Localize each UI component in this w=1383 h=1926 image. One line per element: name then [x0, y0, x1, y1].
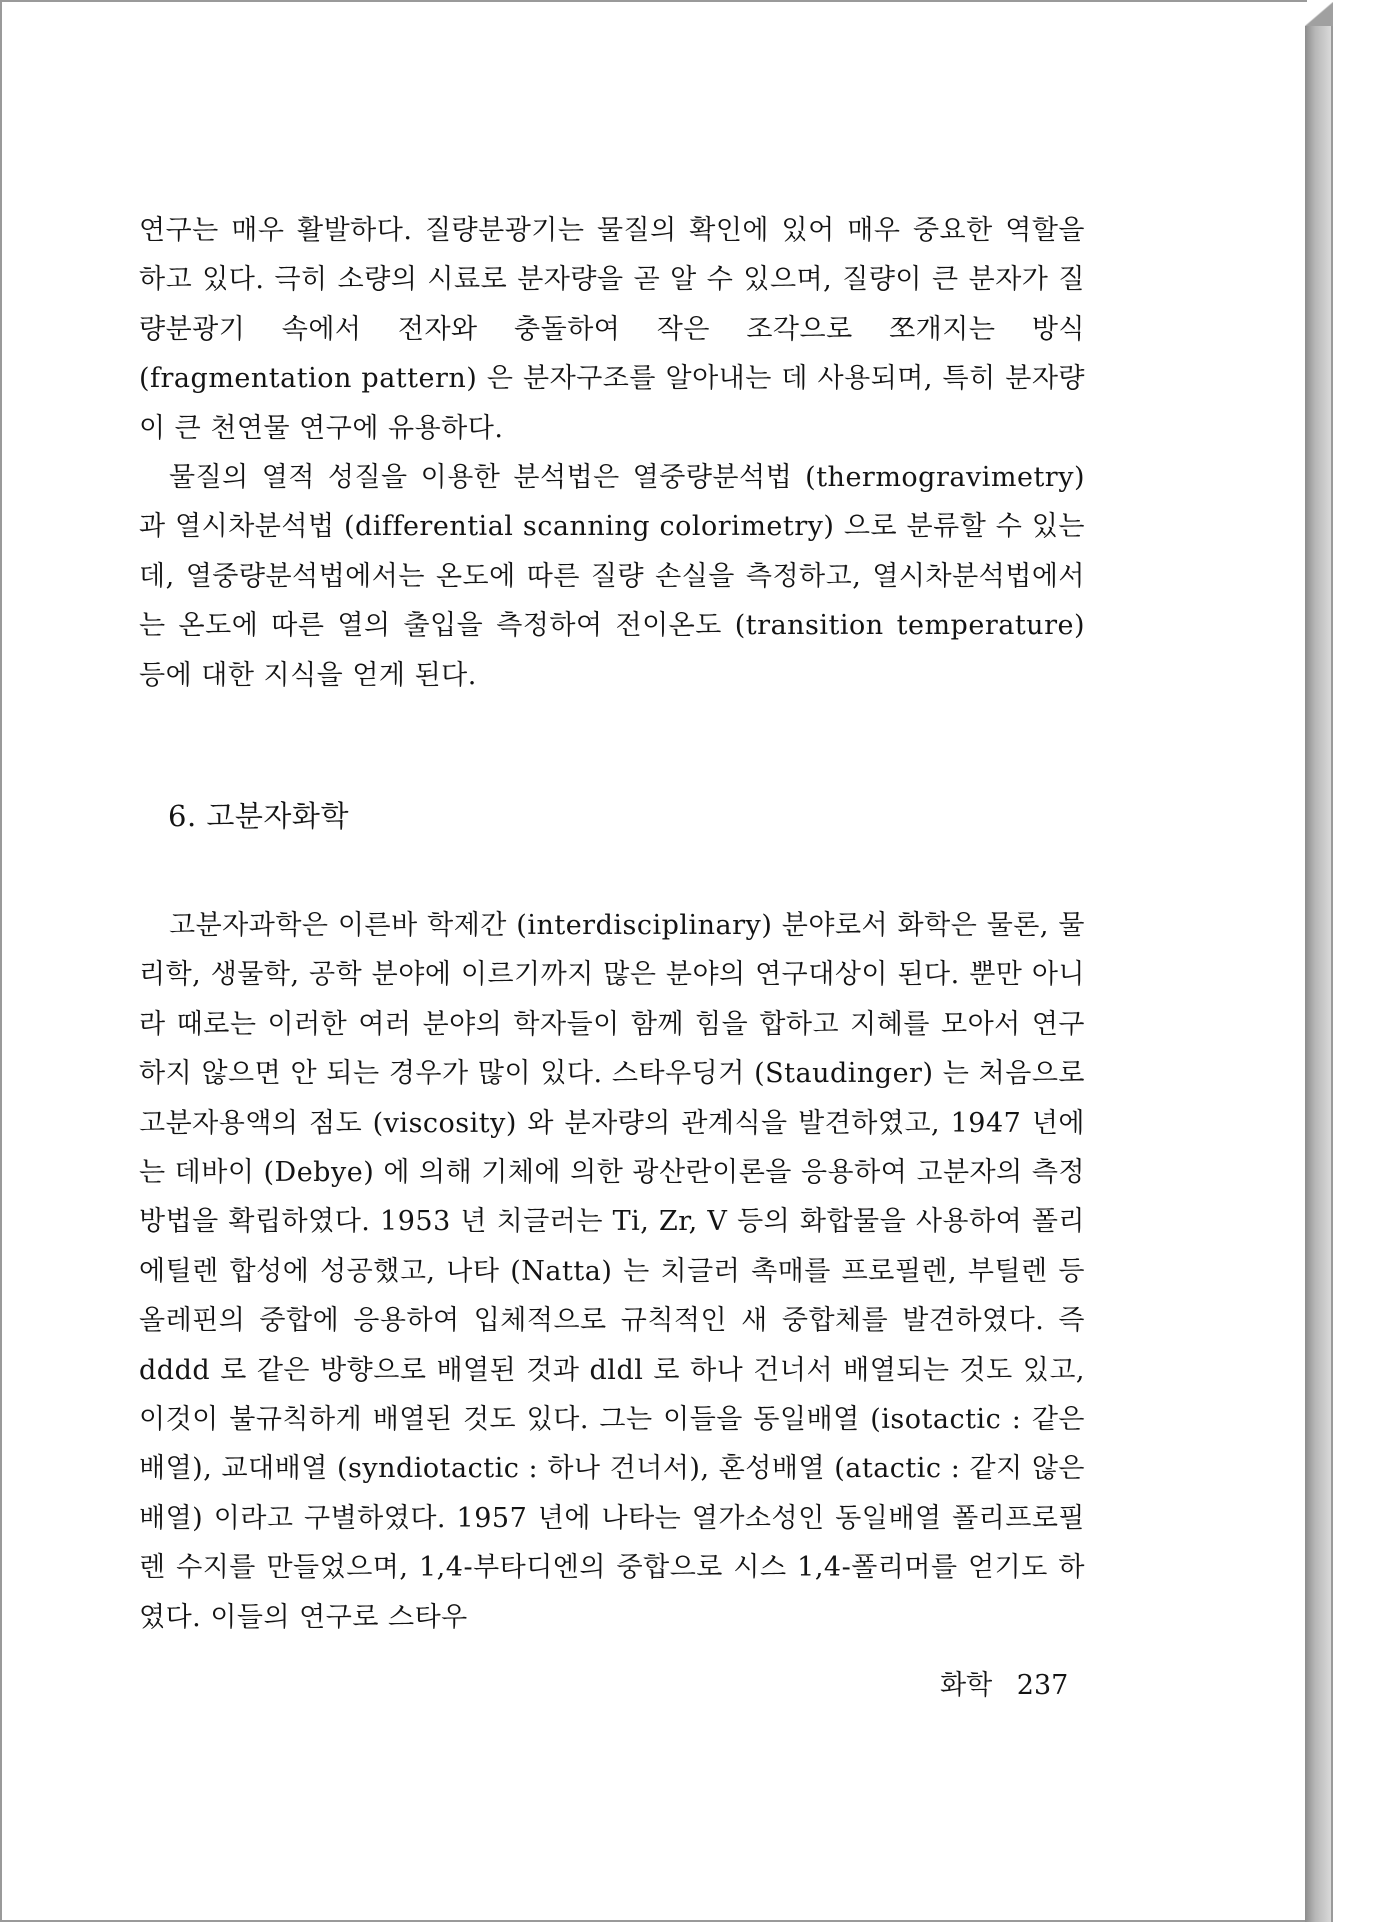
body-text-top: [139, 206, 1085, 700]
page-number: 237: [1016, 1670, 1069, 1701]
body-text-bottom: [139, 901, 1085, 1642]
page-corner: [1305, 2, 1333, 26]
page-edge-shadow: [1305, 4, 1333, 1922]
section-heading: 6. 고분자화학: [168, 799, 349, 833]
paragraph-polymer-chemistry: 고분자과학은 이른바 학제간 (interdisciplinary) 분야로서 화학은 물론, 물리학, 생물학, 공학 분야에 이르기까지 많은 분야의 연구대상이 된다. 뿐만 아니라 때로는 이러한 여러 분야의 학자들이 함께 힘을 합하고 지혜를 모아서 연구하지 않으면 안 되는 경우가 많이 있다. 스타우딩거 (Staudinger) 는 처음으로 고분자용액의 점도 (viscosity) 와 분자량의 관계식을 발견하였고, 1947 년에는 데바이 (Debye) 에 의해 기체에 의한 광산란이론을 응용하여 고분자의 측정방법을 확립하였다. 1953 년 치글러는 Ti, Zr, V 등의 화합물을 사용하여 폴리에틸렌 합성에 성공했고, 나타 (Natta) 는 치글러 촉매를 프로필렌, 부틸렌 등 올레핀의 중합에 응용하여 입체적으로 규칙적인 새 중합체를 발견하였다. 즉 dddd 로 같은 방향으로 배열된 것과 dldl 로 하나 건너서 배열되는 것도 있고, 이것이 불규칙하게 배열된 것도 있다. 그는 이들을 동일배열 (isotactic : 같은 배열), 교대배열 (syndiotactic : 하나 건너서), 혼성배열 (atactic : 같지 않은 배열) 이라고 구별하였다. 1957 년에 나타는 열가소성인 동일배열 폴리프로필렌 수지를 만들었으며, 1,4-부타디엔의 중합으로 시스 1,4-폴리머를 얻기도 하였다. 이들의 연구로 스타우: [139, 910, 1085, 1633]
page-footer: [940, 1663, 1068, 1702]
paragraph-mass-spectrometry: 연구는 매우 활발하다. 질량분광기는 물질의 확인에 있어 매우 중요한 역할을 하고 있다. 극히 소량의 시료로 분자량을 곧 알 수 있으며, 질량이 큰 분자가 질량분광기 속에서 전자와 충돌하여 작은 조각으로 쪼개지는 방식 (fragmentation pattern) 은 분자구조를 알아내는 데 사용되며, 특히 분자량이 큰 천연물 연구에 유용하다.: [139, 215, 1085, 444]
paragraph-thermal-analysis: 물질의 열적 성질을 이용한 분석법은 열중량분석법 (thermogravimetry) 과 열시차분석법 (differential scanning colorimetry) 으로 분류할 수 있는데, 열중량분석법에서는 온도에 따른 질량 손실을 측정하고, 열시차분석법에서는 온도에 따른 열의 출입을 측정하여 전이온도 (transition temperature) 등에 대한 지식을 얻게 된다.: [139, 462, 1085, 691]
footer-section-name: 화학: [940, 1670, 993, 1701]
